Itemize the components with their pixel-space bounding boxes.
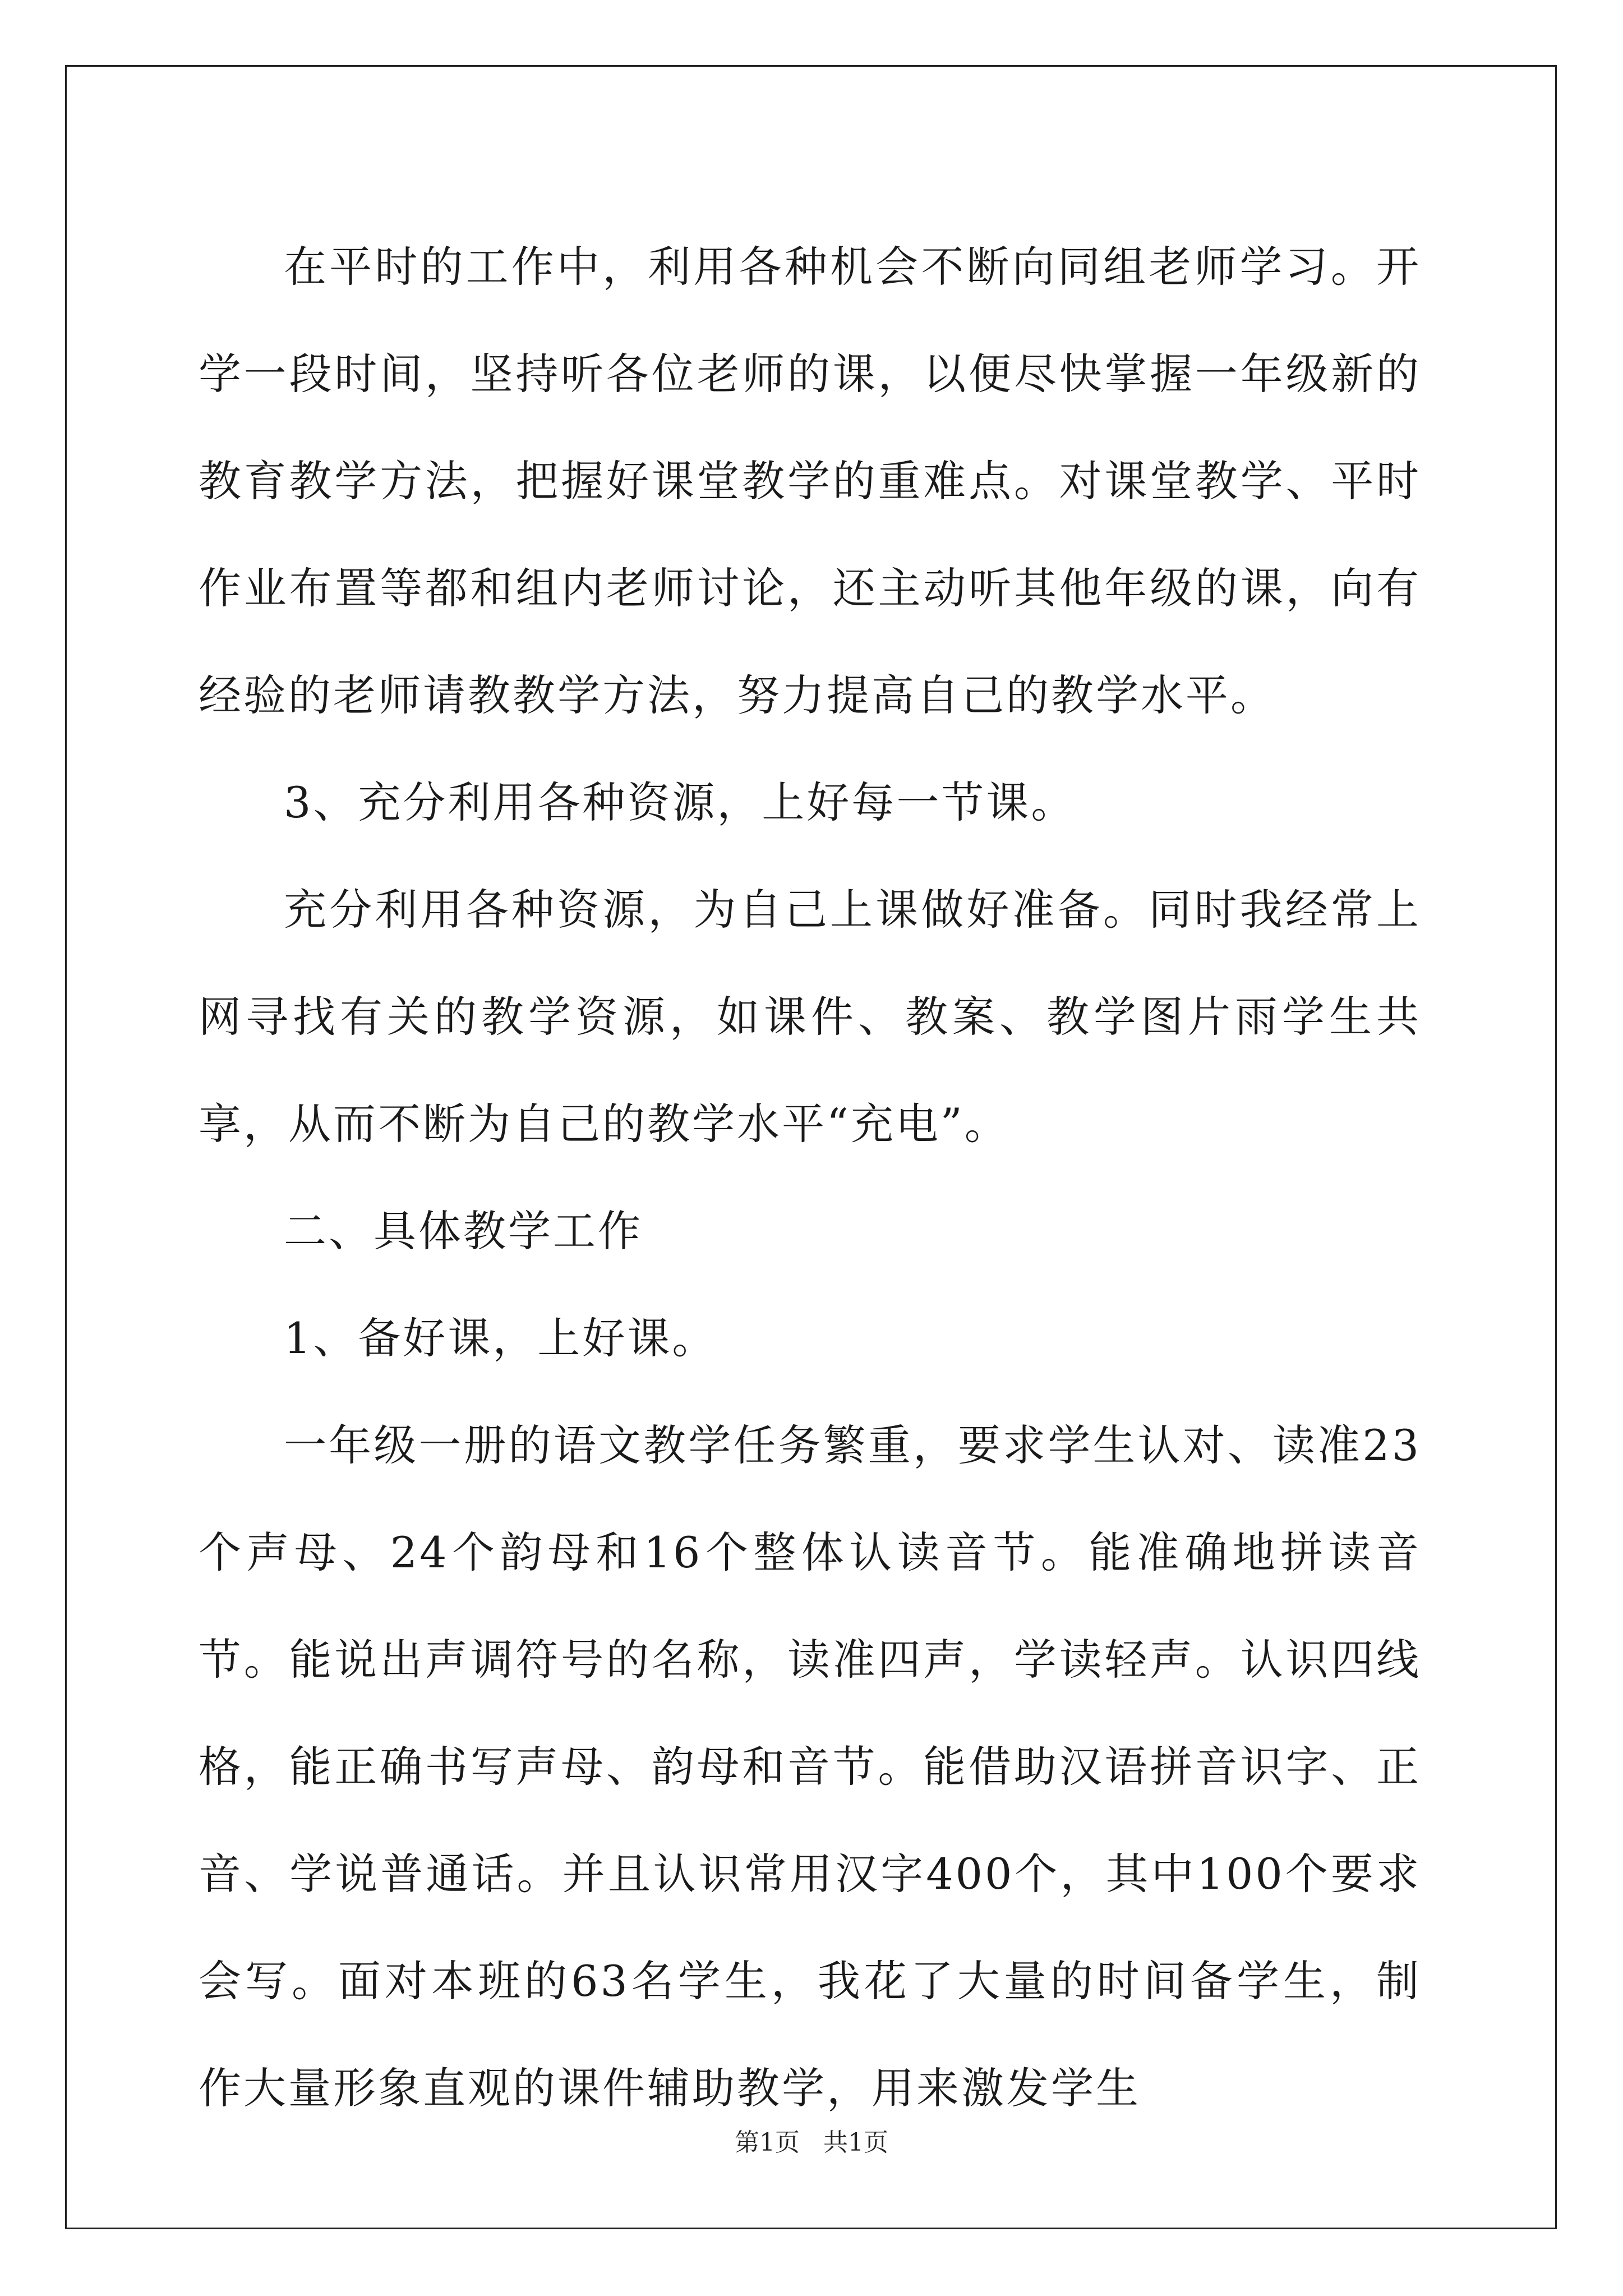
paragraph-learning: 在平时的工作中，利用各种机会不断向同组老师学习。开学一段时间，坚持听各位老师的课，以便尽快掌握一年级新的教育教学方法，把握好课堂教学的重难点。对课堂教学、平时作业布置等都和组内老师讨论，还主动听其他年级的课，向有经验的老师请教教学方法，努力提高自己的教学水平。 — [199, 242, 1421, 720]
heading-use-resources: 3、充分利用各种资源，上好每一节课。 — [284, 777, 1076, 827]
page-footer — [0, 2126, 1623, 2160]
page-total: 共1页 — [823, 2128, 888, 2157]
heading-prepare-lessons: 1、备好课，上好课。 — [284, 1313, 717, 1363]
page-number: 第1页 — [735, 2128, 800, 2157]
document-body — [199, 213, 1421, 2142]
paragraph-curriculum: 一年级一册的语文教学任务繁重，要求学生认对、读准23个声母、24个韵母和16个整体认读音节。能准确地拼读音节。能说出声调符号的名称，读准四声，学读轻声。认识四线格，能正确书写声母、韵母和音节。能借助汉语拼音识字、正音、学说普通话。并且认识常用汉字400个，其中100个要求会写。面对本班的63名学生，我花了大量的时间备学生，制作大量形象直观的课件辅助教学，用来激发学生 — [199, 1420, 1421, 2113]
paragraph-resources: 充分利用各种资源，为自己上课做好准备。同时我经常上网寻找有关的教学资源，如课件、教案、教学图片雨学生共享，从而不断为自己的教学水平“充电”。 — [199, 885, 1421, 1149]
heading-teaching-work: 二、具体教学工作 — [284, 1206, 643, 1256]
